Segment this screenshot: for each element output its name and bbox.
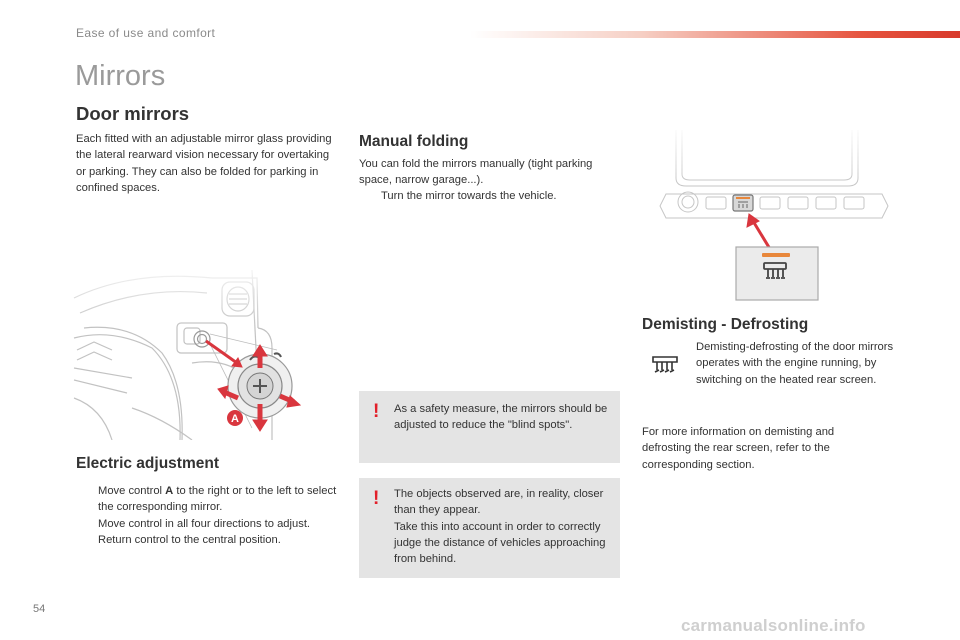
mirror-control-illustration	[72, 268, 334, 440]
heated-rear-screen-icon	[650, 354, 680, 374]
list-item: Return control to the central position.	[98, 533, 281, 546]
warning-box-blind-spots	[359, 391, 620, 463]
header-accent-bar	[470, 31, 960, 38]
demisting-heading: Demisting - Defrosting	[642, 316, 809, 333]
warning-icon: !	[373, 488, 380, 509]
manual-folding-text: You can fold the mirrors manually (tight parking space, narrow garage...).	[359, 158, 593, 187]
watermark: carmanualsonline.info	[681, 616, 866, 635]
list-item: Turn the mirror towards the vehicle.	[381, 190, 557, 202]
manual-folding-steps	[359, 188, 621, 204]
warning-box-objects-closer	[359, 478, 620, 578]
page-number: 54	[33, 603, 46, 615]
warning-text: The objects observed are, in reality, closer than they appear. Take this into account in order to correctly judge the distance of vehicles approaching from behind.	[394, 488, 606, 566]
electric-adjustment-steps	[76, 483, 338, 548]
section-header: Ease of use and comfort	[76, 26, 216, 40]
manual-folding-heading: Manual folding	[359, 133, 469, 150]
door-mirrors-heading: Door mirrors	[76, 103, 190, 124]
warning-text: As a safety measure, the mirrors should be adjusted to reduce the "blind spots".	[394, 403, 608, 432]
demisting-more-info: For more information on demisting and defrosting the rear screen, refer to the corresponding section.	[642, 426, 835, 471]
warning-icon: !	[373, 401, 380, 422]
dashboard-button-illustration	[652, 130, 892, 302]
control-a-label: A	[165, 485, 174, 497]
electric-adjustment-heading: Electric adjustment	[76, 455, 219, 472]
page-title: Mirrors	[75, 60, 166, 92]
demisting-text: Demisting-defrosting of the door mirrors operates with the engine running, by switching on the heated rear screen.	[696, 341, 894, 386]
list-item: Move control in all four directions to adjust.	[98, 517, 311, 530]
list-item: Move control A to the right or to the left to select the corresponding mirror.	[98, 485, 337, 514]
door-mirrors-intro: Each fitted with an adjustable mirror glass providing the lateral rearward vision necessary for overtaking or parking. They can also be folded for parking in confined spaces.	[76, 133, 332, 194]
